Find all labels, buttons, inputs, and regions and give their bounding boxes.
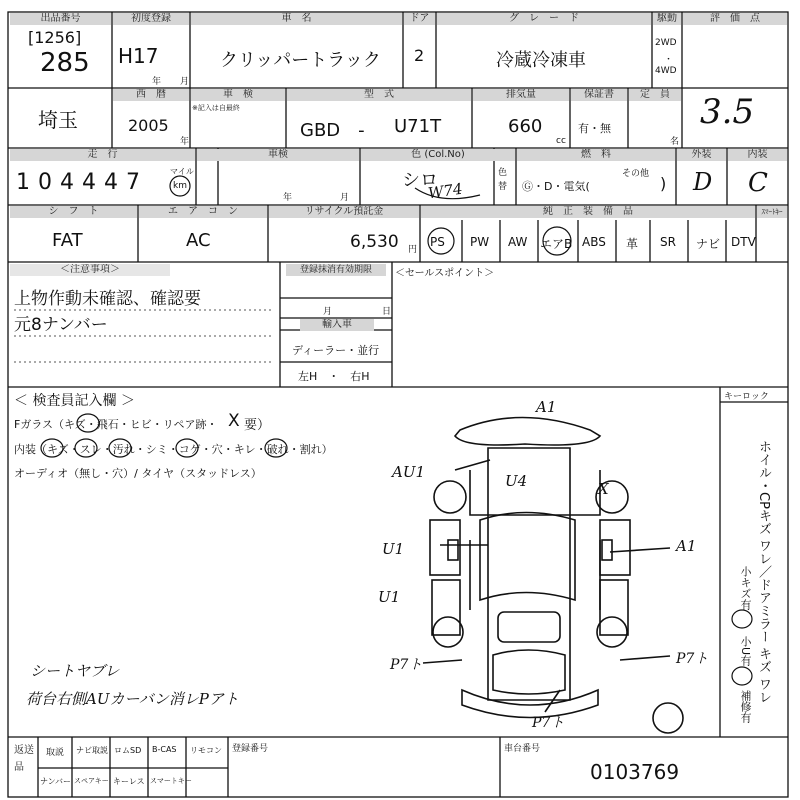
- mileage-digit: 1: [16, 170, 30, 195]
- mileage-unit-mile: マイル: [170, 167, 194, 176]
- displacement-label: 排気量: [473, 89, 569, 101]
- side-note-small-scratch: 小キズ有: [739, 566, 752, 610]
- damage-mark-rear: A1: [536, 398, 557, 416]
- handwritten-note-2: 荷台右側AUカーバン消レPアト: [26, 690, 239, 708]
- doc-plate: ナンバー: [40, 777, 72, 786]
- equip-navi: ナビ: [696, 237, 721, 251]
- mileage-digit: 4: [60, 170, 74, 195]
- displacement: 660: [508, 116, 543, 137]
- interior-condition-line: 内装（キズ・スレ・汚れ・シミ・コゲ・穴・キレ・破れ・割れ）: [14, 443, 333, 456]
- grade-label: グ レ ー ド: [437, 13, 651, 25]
- rating-label: 評 価 点: [683, 13, 787, 25]
- lot-number-small: [1256]: [28, 28, 82, 47]
- doc-keyless: キーレス: [113, 777, 145, 786]
- side-note-small-dent: 小U有: [739, 636, 752, 667]
- shift-label: シ フ ト: [10, 206, 137, 218]
- lot-number: 285: [40, 48, 90, 78]
- audio-tire-line: オーディオ（無し・穴）/ タイヤ（スタッドレス）: [14, 467, 262, 480]
- shift: FAT: [52, 230, 83, 251]
- door-count: 2: [414, 46, 425, 65]
- model-year-label: 西 暦: [113, 89, 189, 101]
- registration-expiry-label: 登録抹消有効期限: [286, 264, 386, 276]
- mileage-digit: 4: [82, 170, 96, 195]
- warranty-label: 保証書: [571, 89, 627, 101]
- damage-mark-roof: U4: [505, 472, 528, 490]
- damage-mark-front-right: P7ト: [676, 651, 709, 667]
- grade: 冷蔵冷凍車: [496, 50, 586, 71]
- car-name: クリッパートラック: [220, 50, 381, 71]
- interior-label: 内装: [728, 149, 787, 161]
- handle-side: 左H ・ 右H: [298, 370, 370, 383]
- drive-2wd: 2WD: [655, 38, 677, 48]
- sales-point-label: ＜セールスポイント＞: [395, 268, 495, 279]
- equipment-label: 純 正 装 備 品: [421, 206, 755, 218]
- model-label: 型 式: [287, 89, 471, 101]
- first-reg-label: 初度登録: [113, 13, 189, 25]
- mileage-digit: 0: [38, 170, 52, 195]
- equip-airbag: エアB: [540, 237, 573, 251]
- caution-line-2: 元8ナンバー: [14, 315, 108, 335]
- first-reg-year-unit: 年: [152, 77, 162, 87]
- damage-mark-front-left: P7ト: [390, 657, 423, 673]
- damage-mark-rear-right: X: [598, 480, 609, 498]
- equip-abs: ABS: [582, 235, 606, 249]
- damage-mark-right-side: A1: [676, 537, 697, 555]
- lot-label: 出品番号: [10, 13, 111, 25]
- drive-label: 駆動: [653, 13, 681, 25]
- door-label: ドア: [404, 13, 435, 25]
- equip-sunroof: SR: [660, 235, 676, 249]
- drive-separator: ・: [664, 55, 674, 65]
- equip-ps: PS: [430, 235, 445, 249]
- glass-x-mark: X: [228, 411, 240, 431]
- handwritten-note-1: シートヤブレ: [30, 662, 120, 680]
- key-lock-label: キーロック: [724, 392, 769, 402]
- yen-unit: 円: [408, 245, 418, 255]
- cc-unit: cc: [556, 136, 566, 146]
- mileage-digit: 7: [126, 170, 140, 195]
- doc-navi-manual: ナビ取説: [76, 746, 108, 755]
- fuel-other: その他: [622, 169, 650, 179]
- car-body-diagram: [423, 418, 683, 734]
- damage-mark-rear-left: AU1: [392, 463, 426, 481]
- model-year-unit: 年: [180, 137, 190, 147]
- return-docs-label: 返送品: [14, 745, 34, 773]
- fuel-close: ): [660, 174, 667, 193]
- damage-mark-left-side-1: U1: [382, 540, 405, 558]
- chassis-number-label: 車台番号: [504, 744, 541, 754]
- doc-remote: リモコン: [190, 746, 222, 755]
- glass-required: 要）: [244, 418, 271, 433]
- air-conditioner: AC: [186, 230, 211, 251]
- equip-leather: 革: [626, 237, 639, 251]
- caution-label: ＜注意事項＞: [10, 264, 170, 276]
- region: 埼玉: [38, 108, 78, 132]
- fuel-label: 燃 料: [517, 149, 675, 161]
- first-reg-month-unit: 月: [180, 77, 190, 87]
- capacity-unit: 名: [670, 137, 680, 147]
- mileage-unit-km: km: [173, 181, 187, 191]
- rating-score: 3.5: [700, 92, 755, 132]
- ac-label: エ ア コ ン: [139, 206, 267, 218]
- inspection-note: ※記入は自最終: [192, 104, 240, 112]
- inspection-expiry-year: 年: [283, 193, 293, 203]
- damage-mark-front: P7ト: [532, 715, 565, 731]
- chassis-number: 0103769: [590, 760, 680, 784]
- inspector-title: ＜ 検査員記入欄 ＞: [14, 393, 135, 409]
- color-code: W74: [426, 179, 464, 203]
- doc-smart-key: スマートキー: [150, 777, 192, 785]
- car-name-label: 車 名: [191, 13, 402, 25]
- damage-mark-left-side-2: U1: [378, 588, 401, 606]
- inspection-expiry-month: 月: [340, 193, 350, 203]
- mileage-digits: [16, 170, 140, 195]
- registration-day: 日: [382, 307, 392, 317]
- model-code: U71T: [394, 116, 442, 137]
- exterior-grade: D: [693, 168, 713, 196]
- warranty: 有・無: [578, 122, 611, 135]
- registration-month: 月: [323, 307, 333, 317]
- mileage-label: 走 行: [10, 149, 195, 161]
- equip-aw: AW: [508, 235, 528, 249]
- import-label: 輸入車: [300, 319, 374, 331]
- color: シロ: [402, 170, 438, 191]
- first-registration: H17: [118, 44, 159, 68]
- registration-number-label: 登録番号: [232, 744, 269, 754]
- model-prefix: GBD -: [300, 120, 365, 141]
- inspection-label: 車 検: [191, 89, 285, 101]
- capacity-label: 定 員: [629, 89, 681, 101]
- model-year: 2005: [128, 116, 169, 135]
- color-label: 色 (Col.No): [361, 149, 515, 161]
- glass-line: Fガラス（キズ・飛石・ヒビ・リペア跡・: [14, 418, 218, 431]
- equip-pw: PW: [470, 235, 490, 249]
- recycle-label: リサイクル預託金: [269, 206, 419, 218]
- smart-key-label: ｽﾏｰﾄｷｰ: [757, 206, 787, 218]
- wheel-mirror-column: ホイル・CPキズ ワレ／ドアミラー キズ ワレ: [756, 440, 771, 704]
- exterior-label: 外装: [677, 149, 726, 161]
- doc-manual: 取説: [46, 748, 65, 758]
- doc-bcas: B-CAS: [152, 745, 177, 754]
- import-type: ディーラー・並行: [292, 344, 380, 357]
- mileage-digit: 4: [104, 170, 118, 195]
- doc-spare-key: スペアキー: [74, 777, 109, 785]
- inspection-expiry-label: 車検: [197, 149, 359, 161]
- drive-4wd: 4WD: [655, 66, 677, 76]
- doc-rom-sd: ロムSD: [114, 746, 142, 755]
- interior-grade: C: [748, 168, 768, 198]
- color-change-label: 色替: [498, 168, 508, 192]
- equip-dtv: DTV: [731, 235, 756, 249]
- caution-line-1: 上物作動未確認、確認要: [14, 289, 201, 309]
- side-note-repair: 補修有: [739, 690, 752, 723]
- fuel: Ⓖ・D・電気(: [522, 180, 590, 193]
- recycle-fee: 6,530: [350, 232, 399, 252]
